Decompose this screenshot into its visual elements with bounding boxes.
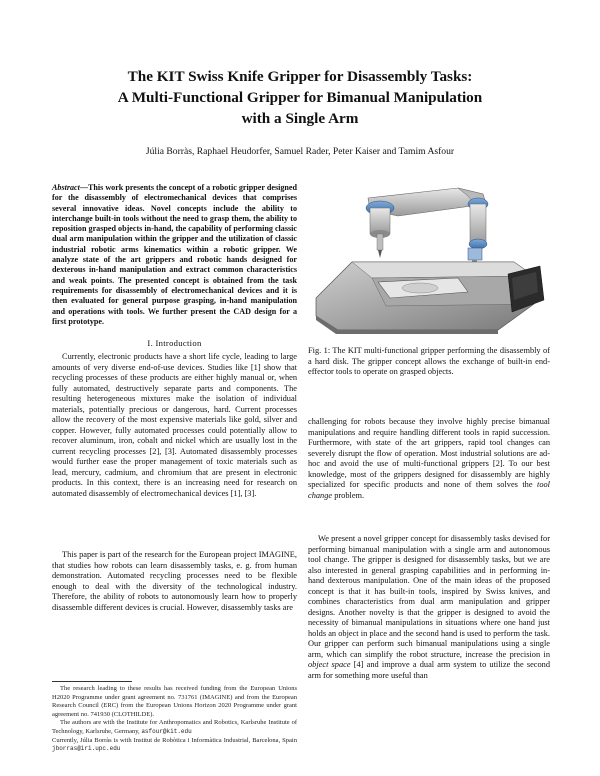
email-asfour: asfour@kit.edu <box>141 727 192 735</box>
right-p1-text-b: problem. <box>334 490 365 500</box>
abstract-dash: — <box>79 183 88 192</box>
figure-1-gripper-render <box>308 180 552 338</box>
abstract <box>52 183 297 327</box>
email-borras: jborras@iri.upc.edu <box>52 745 121 753</box>
paper-title <box>40 66 560 129</box>
intro-p1-text: Currently, electronic products have a short life cycle, leading to large amounts of very diverse end-of-use devices. Studies like [1] show that recycling processes of these products are either highly manual or, when fully automated, destructively separate parts and components. The resulting heterogeneous mixtures make the isolation of individual materials, potentially precious or dangerous, hard. Current processes allow the recovery of the most expensive materials like gold, silver and copper. However, fully automated processes could potentially allow to recover aluminum, iron, cobalt and nickel which are usually lost in the current recycling processes [2], [3]. Automated disassembly processes would further ease the proper management of toxic materials such as lead, mercury, cadmium, and chromium that are present in electronic products. In this context, there is an increasing need for research on automated disassembly of electromechanical devices [1], [3]. <box>52 352 297 498</box>
right-p1-emphasis: tool change <box>308 480 550 500</box>
footnote-rule <box>52 681 132 682</box>
right-paragraph-1 <box>308 417 550 501</box>
abstract-label: Abstract <box>52 183 80 192</box>
intro-p2-text: This paper is part of the research for the European project IMAGINE, that studies how robots can learn disassembly tasks, e. g. from human demonstration. Automated recycling processes need to be flexible enough to deal with the diversity of the technological industry. Therefore, the ability of robots to autonomously learn how to properly disassemble different devices is crucial. However, disassembly tasks are <box>52 550 297 612</box>
figure-1-caption: Fig. 1: The KIT multi-functional gripper performing the disassembly of a hard disk. The gripper concept allows the exchange of built-in end-effector tools to operate on grasped objects. <box>308 346 550 376</box>
right-p2-text-a: We present a novel gripper concept for disassembly tasks devised for performing bimanual manipulation with a single arm and autonomous tool change. The gripper is designed for disassembly tasks, but we are also interested in general grasping capabilities and in performing in-hand dexterous manipulation. One of the main ideas of the proposed concept is that it has built-in tools, inspired by Swiss knives, and combines characteristics from dual arm manipulation and gripper designs. Another novelty is that the gripper is designed to avoid the necessity of bimanual manipulations in situations where one hand just holds an object in place and the second hand is used to perform the task. Our gripper can perform such bimanual manipulations using a single arm, which can simplify the robot structure, increase the precision in <box>308 534 550 659</box>
title-line-1: The KIT Swiss Knife Gripper for Disassembly Tasks: <box>127 68 473 85</box>
author-list: Júlia Borràs, Raphael Heudorfer, Samuel Rader, Peter Kaiser and Tamim Asfour <box>145 146 455 157</box>
title-line-3: with a Single Arm <box>241 110 359 127</box>
footnote-funding: The research leading to these results has received funding from the European Unions H2020 Programme under grant agreement no. 731761 (IMAGINE) and from the European Research Council (ERC) from the European Unions Horizon 2020 Programme under grant agreement no. 741930 (CLOTHILDE). <box>52 685 297 718</box>
footnotes <box>52 685 297 754</box>
affiliation-text-a: The authors are with the Institute for Anthropomatics and Robotics, Karlsruhe Institute of Technology, Karlsruhe, Germany, <box>52 719 297 735</box>
abstract-text: This work presents the concept of a robotic gripper designed for the disassembly of electromechanical devices that comprises several innovative ideas. Novel concepts include the ability to interchange built-in tools without the need to grasp them, the ability to reposition grasped objects in-hand, the capability of performing classic dual arm manipulation within the gripper and the utilization of classic industrial robotic arms kinematics within a robotic gripper. We analyze state of the art grippers and robotic hands designed for dexterous in-hand manipulation and extract common characteristics and weak points. The presented concept is obtained from the task requirements for disassembly of electromechanical devices and it is then evaluated for general purpose grasping, in-hand manipulation and operations with tools. We further present the CAD design for a first prototype. <box>52 183 297 326</box>
right-p2-emphasis: object space <box>308 660 351 669</box>
right-p2-text-b: [4] and improve a dual arm system to utilize the second arm for something more useful than <box>308 660 550 680</box>
footnote-affiliation <box>52 719 297 753</box>
intro-paragraph-1 <box>52 352 297 499</box>
section-heading-introduction: I. Introduction <box>147 338 202 348</box>
right-p2 <box>308 534 550 681</box>
right-paragraph-2 <box>308 534 550 681</box>
affiliation-text-b: Currently, Júlia Borràs is with Institut de Robòtica i Informàtica Industrial, Barcelona, Spain <box>52 736 297 744</box>
intro-paragraph-2 <box>52 550 297 613</box>
gripper-illustration <box>308 180 552 338</box>
right-p1-text-a: challenging for robots because they involve highly precise bimanual manipulations and require handling different tools in rapid succession. Furthermore, with state of the art grippers, rapid tool changes can severely disrupt the flow of operation. Most industrial solutions are ad-hoc and avoid the use of multi-functional grippers [2]. To our best knowledge, most of the grippers designed for disassembly are highly specialized for specific products and none of them solves the <box>308 417 550 489</box>
title-line-2: A Multi-Functional Gripper for Bimanual Manipulation <box>117 89 483 106</box>
